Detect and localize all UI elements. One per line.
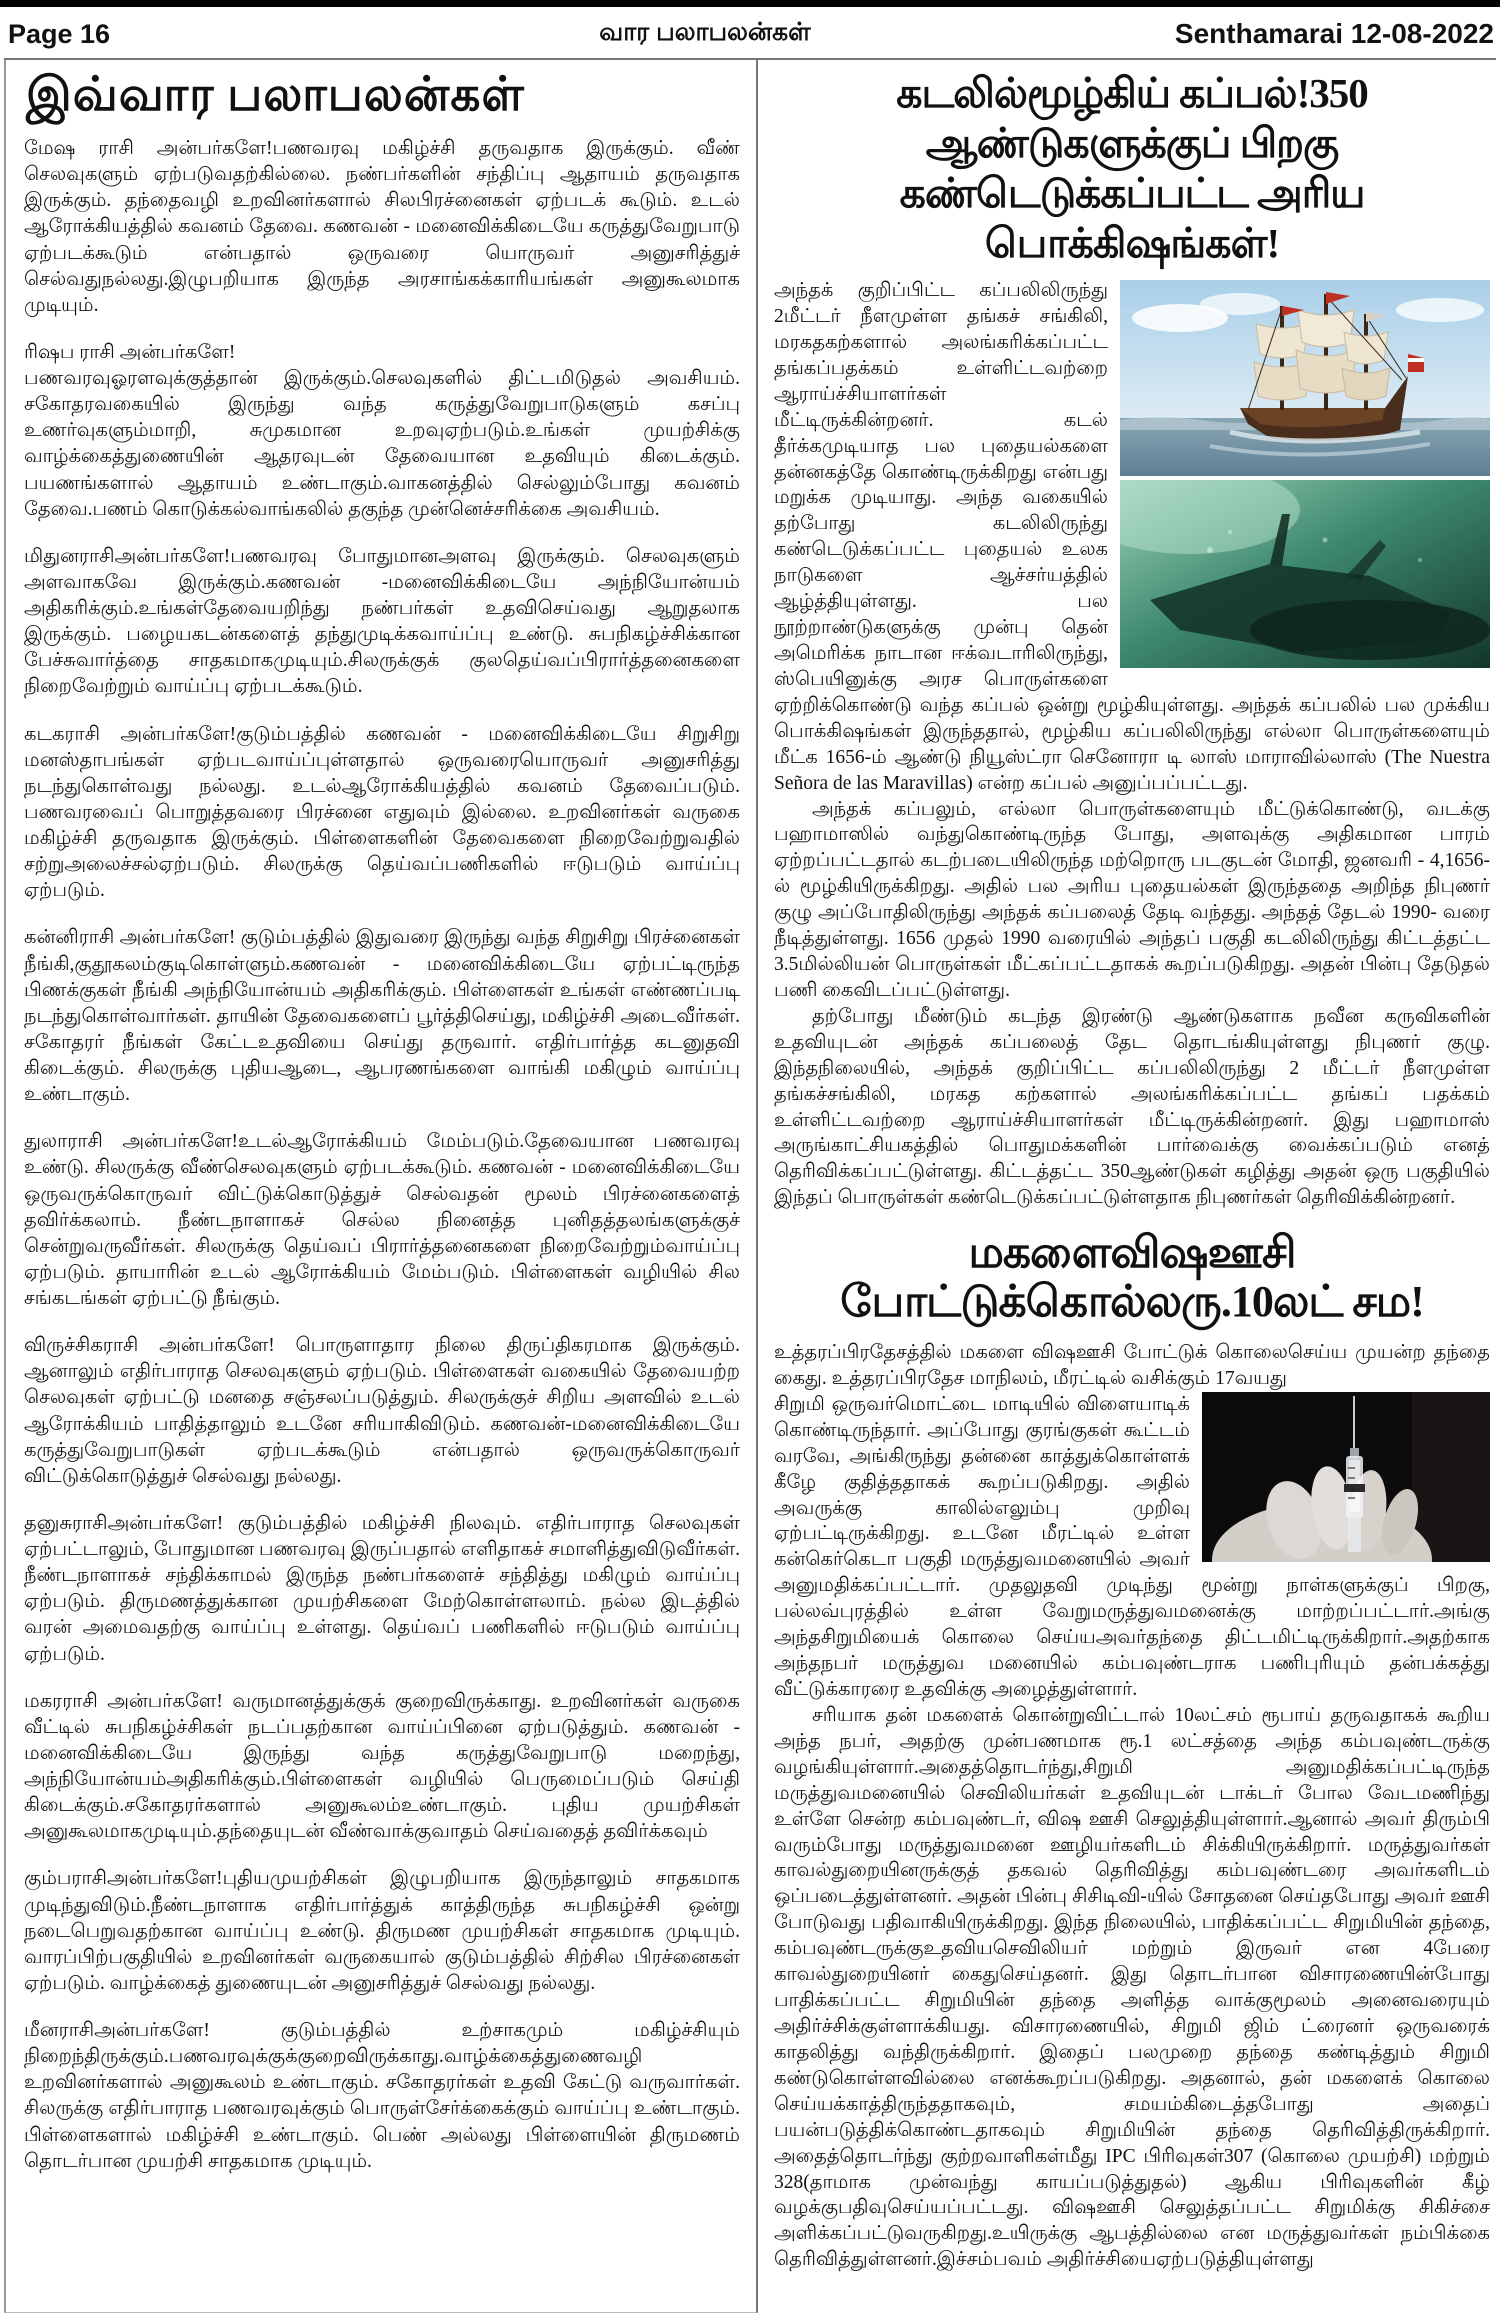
sunken-ship-painting xyxy=(1120,280,1490,476)
horoscope-mesha: மேஷ ராசி அன்பர்களே!பணவரவு மகிழ்ச்சி தருவதாக இருக்கும். வீண் செலவுகளும் ஏற்படுவதற்கில்லை. நண்பர்களின் சந்திப்பு ஆதாயம் தருவதாக இருக்கும். தந்தைவழி உறவினர்களால் சிலபிரச்னைகள் ஏற்படக் கூடும். உடல் ஆரோக்கியத்தில் கவனம் தேவை. கணவன் - மனைவிக்கிடையே கருத்துவேறுபாடு ஏற்படக்கூடும் என்பதால் ஒருவரை யொருவர் அனுசரித்துச் செல்வதுநல்லது.இழுபறியாக இருந்த அரசாங்கக்காரியங்கள் அனுகூலமாக முடியும். xyxy=(24,138,740,316)
horoscope-kumbha: கும்பராசிஅன்பர்களே!புதியமுயற்சிகள் இழுபறியாக இருந்தாலும் சாதகமாக முடிந்துவிடும்.நீண்டநாளாக எதிர்பார்த்துக் காத்திருந்த சுபநிகழ்ச்சி ஒன்று நடைபெறுவதற்கான வாய்ப்பு உண்டு. திருமண முயற்சிகள் சாதகமாக முடியும். வாரப்பிற்பகுதியில் உறவினர்கள் வருகையால் குடும்பத்தில் சிற்சில பிரச்னைகள் ஏற்படும். வாழ்க்கைத் துணையுடன் அனுசரித்துச் செல்வது நல்லது. xyxy=(24,1868,740,1994)
syringe-intro: உத்தரப்பிரதேசத்தில் மகளை விஷஊசி போட்டுக் கொலைசெய்ய முயன்ற தந்தை கைது. உத்தரப்பிரதேச மாநிலம், மீரட்டில் வசிக்கும் 17வயது xyxy=(774,1342,1490,1389)
page-content xyxy=(4,58,1496,2313)
sunken-ship-article xyxy=(774,278,1490,1211)
ship-paragraph-1: அந்தக் குறிப்பிட்ட கப்பலிலிருந்து 2மீட்டர் நீளமுள்ள தங்கச் சங்கிலி, மரகதகற்களால் அலங்கரிக்கப்பட்ட தங்கப்பதக்கம் உள்ளிட்டவற்றை ஆராய்ச்சியாளர்கள் மீட்டிருக்கின்றனர். கடல் தீர்க்கமுடியாத பல புதையல்களை தன்னகத்தே கொண்டிருக்கிறது என்பது மறுக்க முடியாது. அந்த வகையில் தற்போது கடலிலிருந்து கண்டெடுக்கப்பட்ட புதையல் உலக நாடுகளை ஆச்சர்யத்தில் ஆழ்த்தியுள்ளது. பல நூற்றாண்டுகளுக்கு முன்பு தென் அமெரிக்க நாடான ஈக்வடாரிலிருந்து, ஸ்பெயினுக்கு அரச பொருள்களை ஏற்றிக்கொண்டு வந்த கப்பல் ஒன்று மூழ்கியுள்ளது. அந்தக் கப்பலில் பல முக்கிய பொக்கிஷங்கள் இருந்ததால், மூழ்கிய கப்பலிலிருந்து எல்லா பொருள்களையும் மீட்க 1656-ம் ஆண்டு நியூஸ்ட்ரா செனோரா டி லாஸ் மாராவில்லாஸ் (The Nuestra Señora de las Maravillas) என்ற கப்பல் அனுப்பப்பட்டது. xyxy=(774,280,1490,794)
ship-paragraph-2: அந்தக் கப்பலும், எல்லா பொருள்களையும் மீட்டுக்கொண்டு, வடக்கு பஹாமாஸில் வந்துகொண்டிருந்த போது, அளவுக்கு அதிகமான பாரம் ஏற்றப்பட்டதால் கடற்படையிலிருந்த மற்றொரு படகுடன் மோதி, ஜனவரி - 4,1656-ல் மூழ்கியிருக்கிறது. அதில் பல அரிய புதையல்கள் இருந்ததை அறிந்த நிபுணர் குழு அப்போதிலிருந்து அந்தக் கப்பலைத் தேடி வந்தது. அந்தத் தேடல் 1990- வரை நீடித்துள்ளது. 1656 முதல் 1990 வரையில் அந்தப் பகுதி கடலிலிருந்து கிட்டத்தட்ட 3.5மில்லியன் பொருள்கள் மீட்கப்பட்டதாகக் கூறப்படுகிறது. அதன் பின்பு தேடுதல் பணி கைவிடப்பட்டுள்ளது. xyxy=(774,798,1490,1001)
top-rule xyxy=(0,0,1500,7)
horoscope-dhanusu: தனுசுராசிஅன்பர்களே! குடும்பத்தில் மகிழ்ச்சி நிலவும். எதிர்பாராத செலவுகள் ஏற்பட்டாலும், போதுமான பணவரவு இருப்பதால் எளிதாகச் சமாளித்துவிடுவீர்கள். நீண்டநாளாகச் சந்திக்காமல் இருந்த நண்பர்களைச் சந்தித்து மகிழும் வாய்ப்பு ஏற்படும். திருமணத்துக்கான முயற்சிகளை மேற்கொள்ளலாம். நல்ல இடத்தில் வரன் அமைவதற்கு வாய்ப்பு உள்ளது. தெய்வப் பணிகளில் ஈடுபடும் வாய்ப்பு ஏற்படும். xyxy=(24,1512,740,1665)
horoscope-title: இவ்வார பலாபலன்கள் xyxy=(26,69,525,121)
syringe-paragraph-2: சரியாக தன் மகளைக் கொன்றுவிட்டால் 10லட்சம் ரூபாய் தருவதாகக் கூறிய அந்த நபர், அதற்கு முன்பணமாக ரூ.1 லட்சத்தை அந்த கம்பவுண்டருக்கு வழங்கியுள்ளார்.அதைத்தொடர்ந்து,சிறுமி அனுமதிக்கப்பட்டிருந்த மருத்துவமனையில் செவிலியர்கள் உதவியுடன் டாக்டர் போல வேடமணிந்து உள்ளே சென்ற கம்பவுண்டர், விஷ ஊசி செலுத்தியுள்ளார்.ஆனால் அவர் திரும்பி வரும்போது மருத்துவமனை ஊழியர்களிடம் சிக்கியிருக்கிறார். மருத்துவர்கள் காவல்துறையினருக்குத் தகவல் தெரிவித்து கம்பவுண்டரை அவர்களிடம் ஒப்படைத்துள்ளனர். அதன் பின்பு சிசிடிவி-யில் சோதனை செய்தபோது அவர் ஊசி போடுவது பதிவாகியிருக்கிறது. இந்த நிலையில், பாதிக்கப்பட்ட சிறுமியின் தந்தை, கம்பவுண்டருக்குஉதவியசெவிலியர் மற்றும் இருவர் என 4பேரை காவல்துறையினர் கைதுசெய்தனர். இது தொடர்பான விசாரணையின்போது பாதிக்கப்பட்ட சிறுமியின் தந்தை அளித்த வாக்குமூலம் அனைவரையும் அதிர்ச்சிக்குள்ளாக்கியது. விசாரணையில், சிறுமி ஜிம் ட்ரைனர் ஒருவரைக் காதலித்து வந்திருக்கிறார். இதைப் பலமுறை தந்தை கண்டித்தும் சிறுமி கண்டுகொள்ளவில்லை எனக்கூறப்படுகிறது. அதனால், தன் மகளைக் கொலை செய்யக்காத்திருந்ததாகவும், சமயம்கிடைத்தபோது அதைப் பயன்படுத்திக்கொண்டதாகவும் சிறுமியின் தந்தை தெரிவித்திருக்கிறார். அதைத்தொடர்ந்து குற்றவாளிகள்மீது IPC பிரிவுகள்307 (கொலை முயற்சி) மற்றும் 328(தாமாக முன்வந்து காயப்படுத்துதல்) ஆகிய பிரிவுகளின் கீழ் வழக்குபதிவுசெய்யப்பட்டது. விஷஊசி செலுத்தப்பட்ட சிறுமிக்கு சிகிச்சை அளிக்கப்பட்டுவருகிறது.உயிருக்கு ஆபத்தில்லை என மருத்துவர்கள் நம்பிக்கை தெரிவித்துள்ளனர்.இச்சம்பவம் அதிர்ச்சியைஏற்படுத்தியுள்ளது xyxy=(774,1704,1490,2271)
horoscope-magara: மகரராசி அன்பர்களே! வருமானத்துக்குக் குறைவிருக்காது. உறவினர்கள் வருகை வீட்டில் சுபநிகழ்ச்சிகள் நடப்பதற்கான வாய்ப்பினை ஏற்படுத்தும். கணவன் - மனைவிக்கிடையே இருந்து வந்த கருத்துவேறுபாடு மறைந்து, அந்நியோன்யம்அதிகரிக்கும்.பிள்ளைகள் வழியில் பெருமைப்படும் செய்தி கிடைக்கும்.சகோதரர்களால் அனுகூலம்உண்டாகும். புதிய முயற்சிகள் அனுகூலமாகமுடியும்.தந்தையுடன் வீண்வாக்குவாதம் செய்வதைத் தவிர்க்கவும் xyxy=(24,1690,740,1843)
news-column xyxy=(758,60,1496,2313)
horoscope-meena: மீனராசிஅன்பர்களே! குடும்பத்தில் உற்சாகமும் மகிழ்ச்சியும் நிறைந்திருக்கும்.பணவரவுக்குக்குறைவிருக்காது.வாழ்க்கைத்துணைவழி உறவினர்களால் அனுகூலம் உண்டாகும். சகோதரர்கள் உதவி கேட்டு வருவார்கள். சிலருக்கு எதிர்பாராத பணவரவுக்கும் பொருள்சேர்க்கைக்கும் வாய்ப்பு உண்டாகும். பிள்ளைகளால் மகிழ்ச்சி உண்டாகும். பெண் அல்லது பிள்ளையின் திருமணம் தொடர்பான முயற்சி சாதகமாக முடியும். xyxy=(24,2020,740,2172)
syringe-article xyxy=(774,1340,1490,2273)
section-title: வார பலாபலன்கள் xyxy=(599,18,811,46)
horoscope-kadaga: கடகராசி அன்பர்களே!குடும்பத்தில் கணவன் - மனைவிக்கிடையே சிறுசிறு மனஸ்தாபங்கள் ஏற்படவாய்ப்புள்ளதால் ஒருவரையொருவர் அனுசரித்து நடந்துகொள்வது நல்லது. உடல்ஆரோக்கியத்தில் கவனம் தேவைப்படும். பணவரவைப் பொறுத்தவரை பிரச்னை எதுவும் இல்லை. உறவினர்கள் வருகை மகிழ்ச்சி தருவதாக இருக்கும். பிள்ளைகளின் தேவைகளை நிறைவேற்றுவதில் சற்றுஅலைச்சல்ஏற்படும். சிலருக்கு தெய்வப்பணிகளில் ஈடுபடும் வாய்ப்பு ஏற்படும். xyxy=(24,723,740,902)
syringe-paragraph-1: சிறுமி ஒருவர்மொட்டை மாடியில் விளையாடிக் கொண்டிருந்தார். அப்போது குரங்குகள் கூட்டம் வரவே, அங்கிருந்து தன்னை காத்துக்கொள்ளக் கீழே குதித்ததாகக் கூறப்படுகிறது. அதில் அவருக்கு காலில்எலும்பு முறிவு ஏற்பட்டிருக்கிறது. உடனே மீரட்டில் உள்ள கன்கெர்கெடா பகுதி மருத்துவமனையில் அவர் அனுமதிக்கப்பட்டார். முதலுதவி முடிந்து மூன்று நாள்களுக்குப் பிறகு, பல்லவ்புரத்தில் உள்ள வேறுமருத்துவமனைக்கு மாற்றப்பட்டார்.அங்கு அந்தசிறுமியைக் கொலை செய்யஅவர்தந்தை திட்டமிட்டிருக்கிறார்.அதற்காக அந்தநபர் மருத்துவ மனையில் கம்பவுண்டராக பணிபுரியும் தன்பக்கத்து வீட்டுக்காரரை உதவிக்கு அழைத்துள்ளார். xyxy=(774,1393,1490,1701)
sunken-ship-headline: கடலில்மூழ்கிய் கப்பல்!350 ஆண்டுகளுக்குப் பிறகு கண்டெடுக்கப்பட்ட அரிய பொக்கிஷங்கள்! xyxy=(896,70,1368,267)
page-number: Page 16 xyxy=(8,18,111,49)
syringe-article-wrap xyxy=(774,1392,1490,2273)
horoscope-kanni: கன்னிராசி அன்பர்களே! குடும்பத்தில் இதுவரை இருந்து வந்த சிறுசிறு பிரச்னைகள் நீங்கி,குதூகலம்குடிகொள்ளும்.கணவன் - மனைவிக்கிடையே ஏற்பட்டிருந்த பிணக்குகள் நீங்கி அந்நியோன்யம் அதிகரிக்கும். பிள்ளைகள் உங்கள் எண்ணப்படி நடந்துகொள்வார்கள். தாயின் தேவைகளைப் பூர்த்திசெய்து, மகிழ்ச்சி அடைவீர்கள். சகோதரர் நீங்கள் கேட்டஉதவியை செய்து தருவார். எதிர்பார்த்த கடனுதவி கிடைக்கும். சிலருக்கு புதியஆடை, ஆபரணங்களை வாங்கி மகிழும் வாய்ப்பு உண்டாகும். xyxy=(24,927,740,1106)
issue-title: Senthamarai 12-08-2022 xyxy=(1174,18,1494,49)
horoscope-viruchiga: விருச்சிகராசி அன்பர்களே! பொருளாதார நிலை திருப்திகரமாக இருக்கும். ஆனாலும் எதிர்பாராத செலவுகளும் ஏற்படும். பிள்ளைகள் வகையில் தேவையற்ற செலவுகள் ஏற்பட்டு மனதை சஞ்சலப்படுத்தும். சிலருக்குச் சிறிய அளவில் உடல் ஆரோக்கியம் பாதித்தாலும் உடனே சரியாகிவிடும். கணவன்-மனைவிக்கிடையே கருத்துவேறுபாடுகள் ஏற்படக்கூடும் என்பதால் ஒருவருக்கொருவர் விட்டுக்கொடுத்துச் செல்வது நல்லது. xyxy=(24,1335,740,1487)
page-header xyxy=(0,10,1500,58)
syringe-headline: மகளைவிஷஊசி போட்டுக்கொல்லரு.10லட் சம! xyxy=(840,1228,1424,1326)
ship-paragraph-3: தற்போது மீண்டும் கடந்த இரண்டு ஆண்டுகளாக நவீன கருவிகளின் உதவியுடன் அந்தக் கப்பலைத் தேட தொடங்கியுள்ளது நிபுணர் குழு. இந்தநிலையில், அந்தக் குறிப்பிட்ட கப்பலிலிருந்து 2 மீட்டர் நீளமுள்ள தங்கச்சங்கிலி, மரகத கற்களால் அலங்கரிக்கப்பட்ட தங்கப் பதக்கம் உள்ளிட்டவற்றை ஆராய்ச்சியாளர்கள் மீட்டிருக்கின்றனர். இது பஹாமாஸ் அருங்காட்சியகத்தில் பொதுமக்களின் பார்வைக்கு வைக்கப்படும் எனத் தெரிவிக்கப்பட்டுள்ளது. கிட்டத்தட்ட 350ஆண்டுகள் கழித்து அதன் ஒரு பகுதியில் இந்தப் பொருள்கள் கண்டெடுக்கப்பட்டுள்ளதாக நிபுணர்கள் தெரிவிக்கின்றனர். xyxy=(774,1005,1490,1209)
horoscope-rishaba-heading: ரிஷப ராசி அன்பர்களே! xyxy=(24,341,236,363)
horoscope-rishaba: பணவரவுஓரளவுக்குத்தான் இருக்கும்.செலவுகளில் திட்டமிடுதல் அவசியம். சகோதரவகையில் இருந்து வந்த கருத்துவேறுபாடுகளும் கசப்பு உணர்வுகளும்மாறி, சுமுகமான உறவுஏற்படும்.உங்கள் முயற்சிக்கு வாழ்க்கைத்துணையின் ஆதரவுடன் தேவையான உதவியும் கிடைக்கும். பயணங்களால் ஆதாயம் உண்டாகும்.வாகனத்தில் செல்லும்போது கவனம் தேவை.பணம் கொடுக்கல்வாங்கலில் தகுந்த முன்னெச்சரிக்கை அவசியம். xyxy=(24,368,740,520)
underwater-wreck-photo xyxy=(1120,480,1490,668)
syringe-in-hand-photo xyxy=(1202,1392,1490,1562)
horoscope-column xyxy=(4,60,758,2313)
horoscope-mithuna: மிதுனராசிஅன்பர்களே!பணவரவு போதுமானஅளவு இருக்கும். செலவுகளும் அளவாகவே இருக்கும்.கணவன் -மனைவிக்கிடையே அந்நியோன்யம் அதிகரிக்கும்.உங்கள்தேவையறிந்து நண்பர்கள் உதவிசெய்வது ஆறுதலாக இருக்கும். பழையகடன்களைத் தந்துமுடிக்கவாய்ப்பு உண்டு. சுபநிகழ்ச்சிக்கான பேச்சுவார்த்தை சாதகமாகமுடியும்.சிலருக்குக் குலதெய்வப்பிரார்த்தனைகளை நிறைவேற்றும் வாய்ப்பு ஏற்படக்கூடும். xyxy=(24,545,740,698)
sunken-ship-image-stack xyxy=(1120,280,1490,668)
horoscope-thula: துலாராசி அன்பர்களே!உடல்ஆரோக்கியம் மேம்படும்.தேவையான பணவரவு உண்டு. சிலருக்கு வீண்செலவுகளும் ஏற்படக்கூடும். கணவன் - மனைவிக்கிடையே ஒருவருக்கொருவர் விட்டுக்கொடுத்துச் செல்வதன் மூலம் பிரச்னைகளைத் தவிர்க்கலாம். நீண்டநாளாகச் செல்ல நினைத்த புனிதத்தலங்களுக்குச் சென்றுவருவீர்கள். சிலருக்கு தெய்வப் பிரார்த்தனைகளை நிறைவேற்றும்வாய்ப்பு ஏற்படும். தாயாரின் உடல் ஆரோக்கியம் மேம்படும். பிள்ளைகள் வழியில் சில சங்கடங்கள் ஏற்பட்டு நீங்கும். xyxy=(24,1131,740,1309)
